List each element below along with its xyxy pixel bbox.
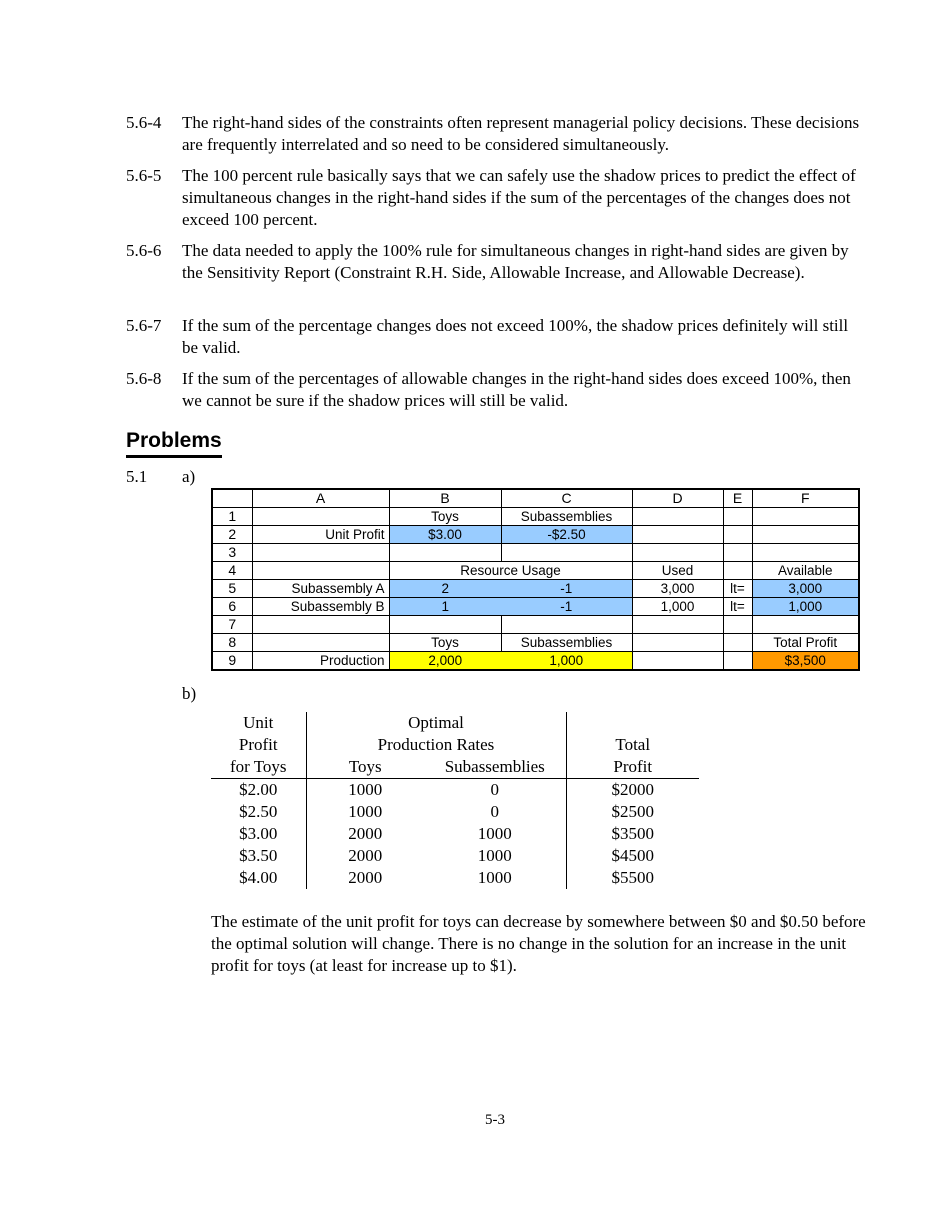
total-profit: $3500 (611, 824, 654, 843)
row-number[interactable]: 8 (212, 634, 252, 652)
review-item-text: If the sum of the percentages of allowable changes in the right-hand sides does exceed 100%, then we cannot be sure if the shadow prices will still be valid. (182, 369, 851, 410)
cell-e9[interactable] (723, 652, 752, 671)
sheet-row (212, 616, 859, 634)
header-optimal: Optimal (306, 712, 566, 734)
cell-a3[interactable] (252, 544, 389, 562)
cell-e1[interactable] (723, 508, 752, 526)
unit-profit: $2.00 (211, 779, 306, 802)
spreadsheet (211, 488, 860, 671)
sheet-row (212, 652, 859, 671)
cell-d6[interactable]: 1,000 (632, 598, 723, 616)
cell-f8[interactable]: Total Profit (752, 634, 859, 652)
part-b-label: b) (182, 684, 197, 703)
review-item-text: The right-hand sides of the constraints often represent managerial policy decisions. These decisions are frequently interrelated and so need to be considered simultaneously. (182, 113, 860, 154)
sheet-row (212, 508, 859, 526)
unit-profit: $3.00 (211, 823, 306, 845)
cell-a7[interactable] (252, 616, 389, 634)
section-heading: Problems (126, 428, 222, 458)
toys-rate: 1000 (348, 802, 383, 821)
cell-b6[interactable]: 1 (389, 598, 501, 616)
cell-d5[interactable]: 3,000 (632, 580, 723, 598)
cell-c8[interactable]: Subassemblies (501, 634, 632, 652)
column-header[interactable]: F (752, 489, 859, 508)
cell-c1[interactable]: Subassemblies (501, 508, 632, 526)
row-number[interactable]: 5 (212, 580, 252, 598)
cell-e7[interactable] (723, 616, 752, 634)
row-number[interactable]: 4 (212, 562, 252, 580)
header-total-profit: Profit (566, 756, 699, 779)
cell-b4-merged[interactable]: Resource Usage (389, 562, 632, 580)
corner-cell (212, 489, 252, 508)
problem-number: 5.1 (126, 467, 148, 486)
page-number: 5-3 (485, 1112, 505, 1128)
row-number[interactable]: 6 (212, 598, 252, 616)
subassemblies-rate: 1000 (424, 823, 566, 845)
review-item-text: The data needed to apply the 100% rule for simultaneous changes in right-hand sides are given by the Sensitivity Report (Constraint R.H. Side, Allowable Increase, and Allowable Decrease). (182, 241, 849, 282)
cell-f3[interactable] (752, 544, 859, 562)
cell-d3[interactable] (632, 544, 723, 562)
cell-b5[interactable]: 2 (389, 580, 501, 598)
cell-a5[interactable]: Subassembly A (252, 580, 389, 598)
cell-a8[interactable] (252, 634, 389, 652)
cell-b1[interactable]: Toys (389, 508, 501, 526)
unit-profit: $2.50 (211, 801, 306, 823)
cell-c3[interactable] (501, 544, 632, 562)
header-total: Total (615, 735, 651, 754)
unit-profit: $3.50 (211, 845, 306, 867)
sheet-row (212, 544, 859, 562)
sensitivity-table (211, 712, 699, 889)
row-number[interactable]: 7 (212, 616, 252, 634)
toys-rate: 2000 (348, 846, 383, 865)
header-production-rates: Production Rates (306, 734, 566, 756)
cell-d8[interactable] (632, 634, 723, 652)
header-for-toys: for Toys (211, 756, 306, 779)
header-subassemblies: Subassemblies (424, 756, 566, 779)
subassemblies-rate: 1000 (424, 845, 566, 867)
cell-e2[interactable] (723, 526, 752, 544)
review-item (126, 240, 866, 284)
row-number[interactable]: 9 (212, 652, 252, 671)
subassemblies-rate: 0 (424, 779, 566, 802)
cell-c2[interactable]: -$2.50 (501, 526, 632, 544)
review-item-text: If the sum of the percentage changes does not exceed 100%, the shadow prices definitely will still be valid. (182, 316, 849, 357)
review-item-number: 5.6-5 (126, 166, 162, 185)
header-profit: Profit (211, 734, 306, 756)
column-header[interactable]: A (252, 489, 389, 508)
total-profit: $2500 (611, 802, 654, 821)
sheet-row (212, 526, 859, 544)
header-blank (566, 712, 699, 734)
review-item-number: 5.6-7 (126, 316, 162, 335)
cell-c9[interactable]: 1,000 (501, 652, 632, 671)
toys-rate: 1000 (348, 780, 383, 799)
column-header[interactable]: C (501, 489, 632, 508)
column-header[interactable]: D (632, 489, 723, 508)
cell-f6[interactable]: 1,000 (752, 598, 859, 616)
cell-d9[interactable] (632, 652, 723, 671)
part-a-label: a) (182, 467, 196, 486)
review-item-number: 5.6-4 (126, 113, 162, 132)
cell-a1[interactable] (252, 508, 389, 526)
cell-c5[interactable]: -1 (501, 580, 632, 598)
review-item (126, 368, 866, 412)
row-number[interactable]: 1 (212, 508, 252, 526)
review-item-number: 5.6-6 (126, 241, 162, 260)
cell-b9[interactable]: 2,000 (389, 652, 501, 671)
cell-c6[interactable]: -1 (501, 598, 632, 616)
review-item (126, 112, 866, 156)
cell-d2[interactable] (632, 526, 723, 544)
cell-b2[interactable]: $3.00 (389, 526, 501, 544)
table-row (211, 867, 699, 889)
cell-a9[interactable]: Production (252, 652, 389, 671)
cell-e6[interactable]: lt= (723, 598, 752, 616)
cell-f2[interactable] (752, 526, 859, 544)
column-header[interactable]: B (389, 489, 501, 508)
column-header-row (212, 489, 859, 508)
unit-profit: $4.00 (211, 867, 306, 889)
cell-e3[interactable] (723, 544, 752, 562)
cell-e8[interactable] (723, 634, 752, 652)
cell-f9[interactable]: $3,500 (752, 652, 859, 671)
cell-b7[interactable] (389, 616, 501, 634)
header-toys: Toys (306, 756, 424, 779)
total-profit: $5500 (611, 868, 654, 887)
row-number[interactable]: 3 (212, 544, 252, 562)
cell-f5[interactable]: 3,000 (752, 580, 859, 598)
table-row (211, 845, 699, 867)
cell-e5[interactable]: lt= (723, 580, 752, 598)
cell-a6[interactable]: Subassembly B (252, 598, 389, 616)
sheet-row (212, 562, 859, 580)
cell-f1[interactable] (752, 508, 859, 526)
review-item-number: 5.6-8 (126, 369, 162, 388)
cell-a2[interactable]: Unit Profit (252, 526, 389, 544)
review-item (126, 315, 866, 359)
table-row (211, 779, 699, 802)
cell-d1[interactable] (632, 508, 723, 526)
table-row (211, 801, 699, 823)
toys-rate: 2000 (348, 868, 383, 887)
subassemblies-rate: 1000 (424, 867, 566, 889)
cell-b3[interactable] (389, 544, 501, 562)
total-profit: $4500 (611, 846, 654, 865)
total-profit: $2000 (611, 780, 654, 799)
cell-d7[interactable] (632, 616, 723, 634)
row-number[interactable]: 2 (212, 526, 252, 544)
sheet-row (212, 634, 859, 652)
cell-f4[interactable]: Available (752, 562, 859, 580)
conclusion-paragraph: The estimate of the unit profit for toys can decrease by somewhere between $0 and $0.50 before the optimal solution will change. There is no change in the solution for an increase in the unit profit for toys (at least for increase up to $1). (211, 912, 866, 975)
cell-b8[interactable]: Toys (389, 634, 501, 652)
cell-f7[interactable] (752, 616, 859, 634)
cell-a4[interactable] (252, 562, 389, 580)
sheet-row (212, 598, 859, 616)
cell-d4[interactable]: Used (632, 562, 723, 580)
sheet-row (212, 580, 859, 598)
review-item-text: The 100 percent rule basically says that we can safely use the shadow prices to predict the effect of simultaneous changes in the right-hand sides if the sum of the percentages of the changes does not exceed 100 percent. (182, 166, 856, 229)
cell-c7[interactable] (501, 616, 632, 634)
cell-e4[interactable] (723, 562, 752, 580)
header-unit: Unit (211, 712, 306, 734)
subassemblies-rate: 0 (424, 801, 566, 823)
table-row (211, 823, 699, 845)
toys-rate: 2000 (348, 824, 383, 843)
review-item (126, 165, 866, 231)
column-header[interactable]: E (723, 489, 752, 508)
